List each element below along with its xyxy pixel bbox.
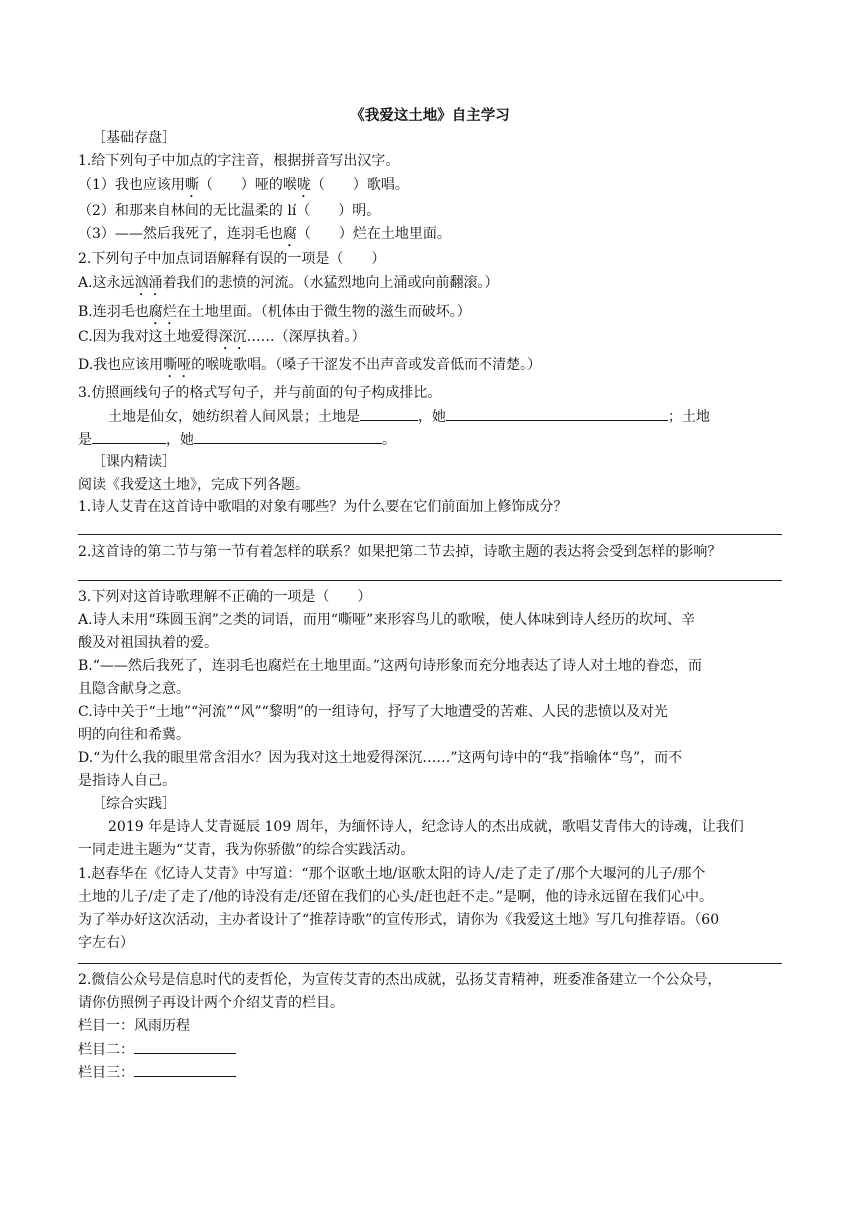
reading-question-3-option-b-cont: 且隐含献身之意。 — [78, 681, 190, 697]
answer-line[interactable] — [78, 580, 782, 581]
practice-question-1-line-2: 土地的儿子/走了走了/他的诗没有走/还留在我们的心头/赶也赶不走。”是啊，他的诗永远留在我们心中。 — [78, 889, 714, 905]
reading-question-3-option-b: B.“——然后我死了，连羽毛也腐烂在土地里面。”这两句诗形象而充分地表达了诗人对土地的眷恋，而 — [78, 658, 703, 674]
column-3: 栏目三： — [78, 1062, 236, 1083]
dotted-word: 汹涌 — [134, 275, 163, 291]
dotted-char: 腐 — [282, 226, 297, 242]
dotted-char: 咙 — [296, 177, 311, 193]
answer-blank[interactable] — [134, 1039, 236, 1054]
reading-question-3-option-c: C.诗中关于“土地”“河流”“风”“黎明”的一组诗句，抒写了大地遭受的苦难、人民的悲愤以及对光 — [78, 704, 668, 720]
reading-question-3-option-d-cont: 是指诗人自己。 — [78, 773, 176, 789]
question-2-option-d: D.我也应该用嘶哑的喉咙歌唱。（嗓子干涩发不出声音或发音低而不清楚。） — [78, 357, 542, 373]
answer-line[interactable] — [78, 534, 782, 535]
reading-question-2: 2.这首诗的第二节与第一节有着怎样的联系？如果把第二节去掉，诗歌主题的表达将会受到怎样的影响？ — [78, 544, 722, 560]
question-3: 3.仿照画线句子的格式写句子，并与前面的句子构成排比。 — [78, 385, 442, 401]
section-heading-practice: ［综合实践］ — [92, 796, 176, 812]
question-2-option-a: A.这永远汹涌着我们的悲愤的河流。（水猛烈地向上涌或向前翻滚。） — [78, 275, 499, 291]
practice-question-1-line-4: 字左右） — [78, 935, 134, 951]
reading-question-1: 1.诗人艾青在这首诗中歌唱的对象有哪些？为什么要在它们前面加上修饰成分？ — [78, 499, 568, 515]
section-heading-basic: ［基础存盘］ — [92, 130, 176, 146]
dotted-word: 腐烂 — [148, 304, 177, 320]
reading-question-3-option-d: D.“为什么我的眼里常含泪水？因为我对这土地爱得深沉……”这两句诗中的“我”指喻体“鸟”，而不 — [78, 750, 683, 766]
practice-question-1-line-1: 1.赵春华在《忆诗人艾青》中写道：“那个讴歌土地/讴歌太阳的诗人/走了走了/那个大堰河的儿子/那个 — [78, 866, 706, 882]
question-3-line-2: 是 ，她 。 — [78, 429, 396, 450]
column-2: 栏目二： — [78, 1039, 236, 1060]
page-title: 《我爱这土地》自主学习 — [350, 107, 510, 124]
question-1-item-3: （3）——然后我死了，连羽毛也腐（ ）烂在土地里面。 — [78, 226, 451, 242]
section-heading-reading: ［课内精读］ — [92, 454, 176, 470]
answer-blank[interactable] — [446, 406, 668, 421]
dotted-word: 嘶哑 — [163, 357, 192, 373]
practice-intro-2: 一同走进主题为“艾青，我为你骄傲”的综合实践活动。 — [78, 842, 415, 858]
reading-instruction: 阅读《我爱这土地》，完成下列各题。 — [78, 477, 309, 493]
dotted-word: 深沉 — [218, 329, 247, 345]
answer-line[interactable] — [78, 963, 782, 964]
question-1-item-2: （2）和那来自林间的无比温柔的 lí（ ）明。 — [78, 203, 381, 219]
practice-question-2-line-2: 请你仿照例子再设计两个介绍艾青的栏目。 — [78, 995, 344, 1011]
dotted-char: 嘶 — [184, 177, 199, 193]
reading-question-3-option-c-cont: 明的向往和希冀。 — [78, 727, 190, 743]
reading-question-3-option-a: A.诗人未用“珠圆玉润”之类的词语，而用“嘶哑”来形容鸟儿的歌喉，使人体味到诗人经历的坎坷、辛 — [78, 612, 696, 628]
reading-question-3-option-a-cont: 酸及对祖国执着的爱。 — [78, 635, 218, 651]
practice-question-2-line-1: 2.微信公众号是信息时代的麦哲伦，为宣传艾青的杰出成就，弘扬艾青精神，班委准备建立一个公众号， — [78, 972, 722, 988]
column-1: 栏目一：风雨历程 — [78, 1018, 190, 1034]
question-2-option-b: B.连羽毛也腐烂在土地里面。（机体由于微生物的滋生而破坏。） — [78, 304, 471, 320]
question-3-line-1: 土地是仙女，她纺织着人间风景；土地是 ，她 ；土地 — [108, 406, 710, 427]
answer-blank[interactable] — [134, 1062, 236, 1077]
answer-blank[interactable] — [194, 429, 382, 444]
answer-blank[interactable] — [92, 429, 166, 444]
practice-intro-1: 2019 年是诗人艾青诞辰 109 周年，为缅怀诗人，纪念诗人的杰出成就，歌唱艾青伟大的诗魂，让我们 — [108, 819, 744, 835]
reading-question-3: 3.下列对这首诗歌理解不正确的一项是（ ） — [78, 589, 372, 605]
question-1-item-1: （1）我也应该用嘶（ ）哑的喉咙（ ）歌唱。 — [78, 177, 409, 193]
answer-blank[interactable] — [360, 406, 418, 421]
question-2-option-c: C.因为我对这土地爱得深沉……（深厚执着。） — [78, 329, 366, 345]
question-1: 1.给下列句子中加点的字注音，根据拼音写出汉字。 — [78, 153, 400, 169]
question-2: 2.下列句子中加点词语解释有误的一项是（ ） — [78, 251, 386, 267]
practice-question-1-line-3: 为了举办好这次活动，主办者设计了“推荐诗歌”的宣传形式，请你为《我爱这土地》写几句推荐语。（60 — [78, 912, 720, 928]
